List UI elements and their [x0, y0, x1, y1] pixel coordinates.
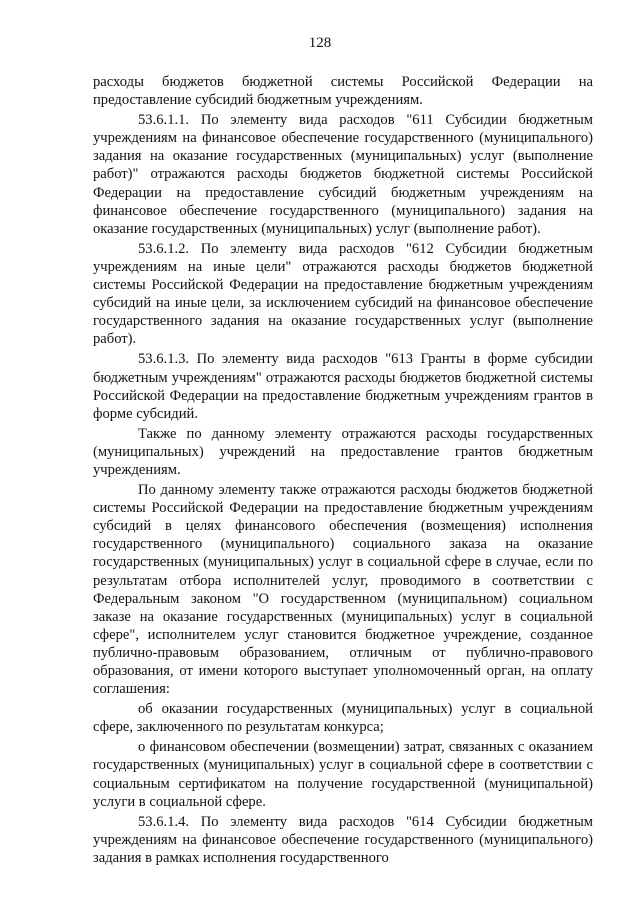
- document-body: [93, 73, 593, 869]
- paragraph-53-6-1-4: 53.6.1.4. По элементу вида расходов "614 Субсидии бюджетным учреждениям на финансовое обеспечение государственного (муниципального) задания в рамках исполнения государственного: [93, 813, 593, 866]
- paragraph-53-6-1-1: 53.6.1.1. По элементу вида расходов "611 Субсидии бюджетным учреждениям на финансовое обеспечение государственного (муниципального) задания на оказание государственных (муниципальных) услуг (выполнение работ)" отражаются расходы бюджетов бюджетной системы Российской Федерации на предоставление субсидий бюджетным учреждениям на финансовое обеспечение государственного (муниципального) задания на оказание государственных (муниципальных) услуг (выполнение работ).: [93, 112, 593, 237]
- paragraph-53-6-1-3: 53.6.1.3. По элементу вида расходов "613 Гранты в форме субсидии бюджетным учреждениям" отражаются расходы бюджетов бюджетной системы Российской Федерации на предоставление бюджетным учреждениям грантов в форме субсидий.: [93, 351, 593, 422]
- paragraph-grants-note: Также по данному элементу отражаются расходы государственных (муниципальных) учреждений на предоставление грантов бюджетным учреждениям.: [93, 425, 593, 478]
- paragraph-agreement-certificate: о финансовом обеспечении (возмещении) затрат, связанных с оказанием государственных (муниципальных) услуг в социальной сфере в соответствии с социальным сертификатом на получение государственной (муниципальной) услуги в социальной сфере.: [93, 739, 593, 810]
- paragraph-agreement-contest: об оказании государственных (муниципальных) услуг в социальной сфере, заключенного по результатам конкурса;: [93, 701, 593, 736]
- page-number: 128: [308, 35, 332, 51]
- paragraph-53-6-1-2: 53.6.1.2. По элементу вида расходов "612 Субсидии бюджетным учреждениям на иные цели" отражаются расходы бюджетов бюджетной системы Российской Федерации на предоставление бюджетным учреждениям субсидий на иные цели, за исключением субсидий на финансовое обеспечение государственного задания на оказание государственных услуг (выполнение работ).: [93, 240, 593, 348]
- paragraph-social-order: По данному элементу также отражаются расходы бюджетов бюджетной системы Российской Федерации на предоставление бюджетным учреждениям субсидий в целях финансового обеспечения (возмещения) исполнения государственного (муниципального) социального заказа на оказание государственных (муниципальных) услуг в социальной сфере в случае, если по результатам отбора исполнителей услуг, проводимого в соответствии с Федеральным законом "О государственном (муниципальном) социальном заказе на оказание государственных (муниципальных) услуг в социальной сфере", исполнителем услуг становится бюджетное учреждение, созданное публично-правовым образованием, отличным от публично-правового образования, от имени которого выступает уполномоченный орган, на оплату соглашения:: [93, 482, 593, 698]
- paragraph-continuation: расходы бюджетов бюджетной системы Российской Федерации на предоставление субсидий бюджетным учреждениям.: [93, 74, 593, 109]
